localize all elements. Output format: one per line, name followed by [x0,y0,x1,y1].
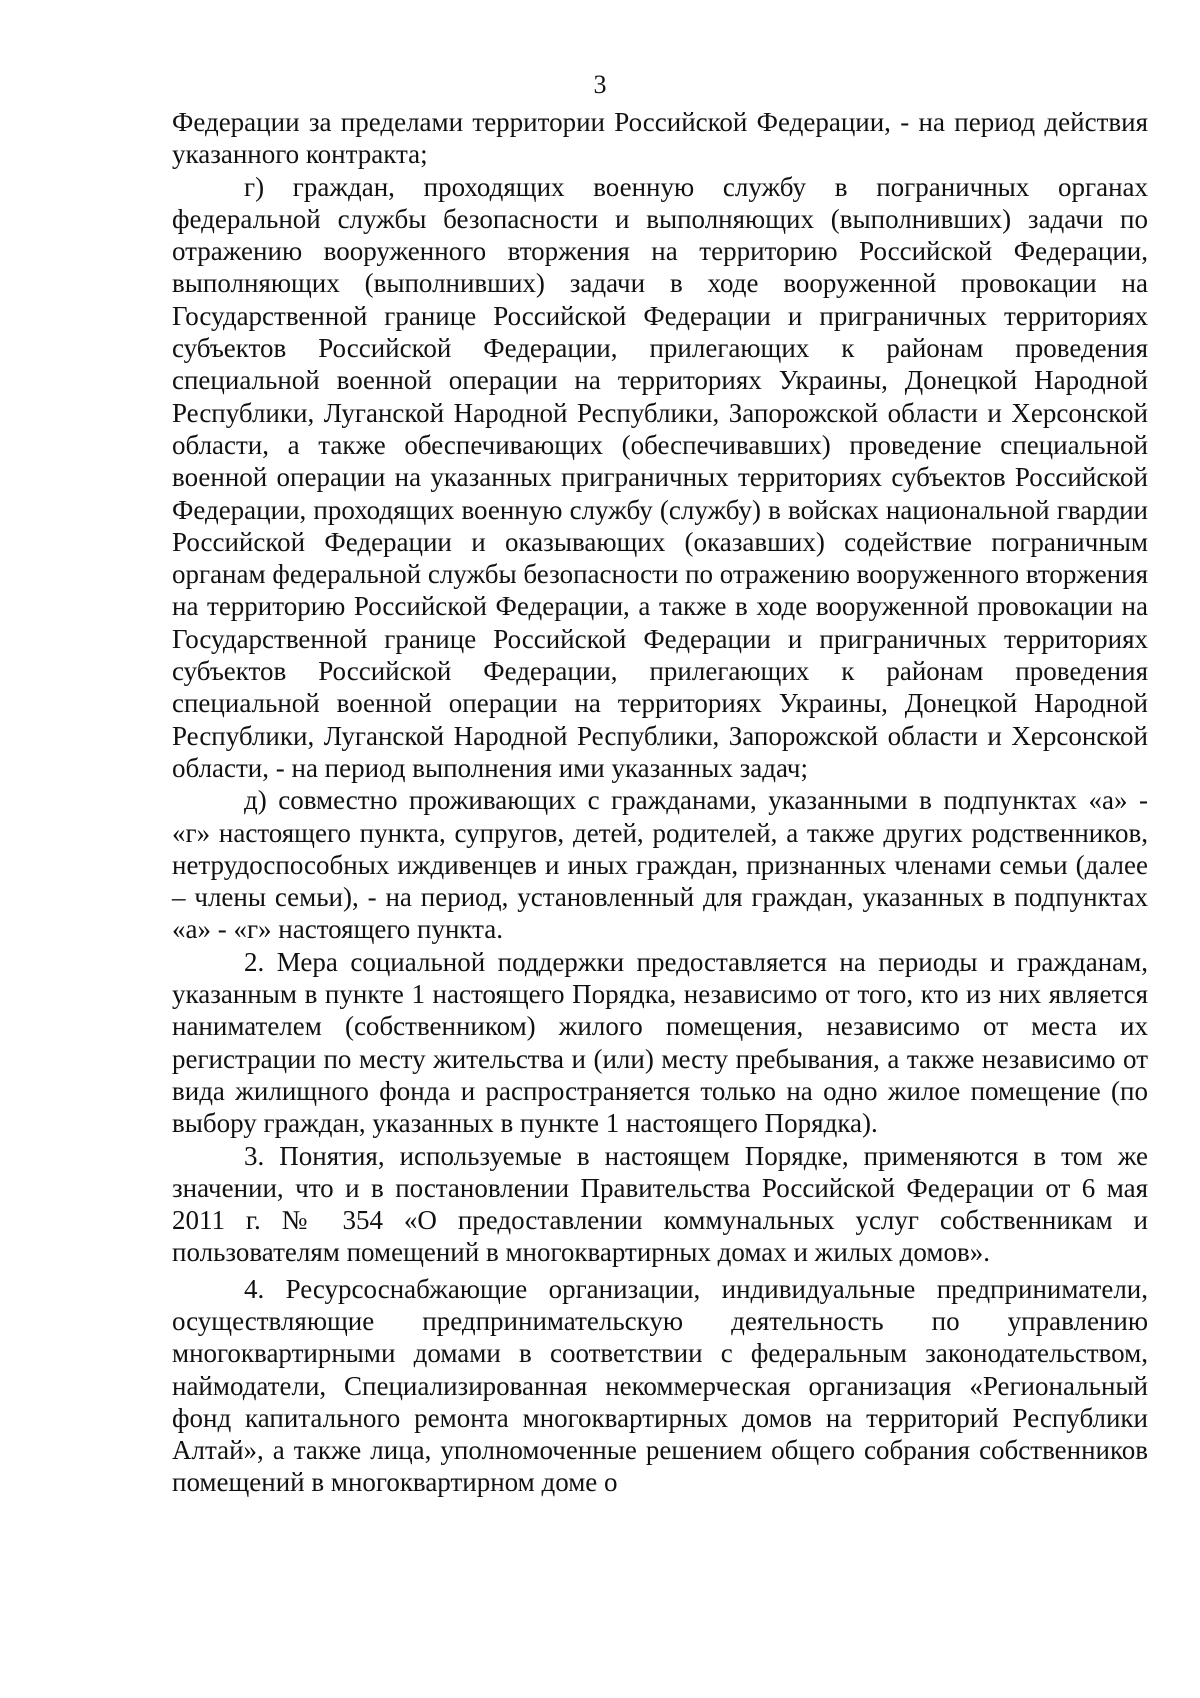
page-number: 3 [593,70,607,99]
paragraph-item-3: 3. Понятия, используемые в настоящем Порядке, применяются в том же значении, что и в постановлении Правительства Российской Федерации от 6 мая 2011 г. № 354 «О предоставлении коммунальных услуг собственникам и пользователям помещений в многоквартирных домах и жилых домов». [172,1140,1148,1268]
paragraph-subitem-d: д) совместно проживающих с гражданами, указанными в подпунктах «а» - «г» настоящего пункта, супругов, детей, родителей, а также других родственников, нетрудоспособных иждивенцев и иных граждан, признанных членами семьи (далее – члены семьи), - на период, установленный для граждан, указанных в подпунктах «а» - «г» настоящего пункта. [172,785,1148,945]
paragraph-subitem-g: г) граждан, проходящих военную службу в пограничных органах федеральной службы безопасности и выполняющих (выполнивших) задачи по отражению вооруженного вторжения на территорию Российской Федерации, выполняющих (выполнивших) задачи в ходе вооруженной провокации на Государственной границе Российской Федерации и приграничных территориях субъектов Российской Федерации, прилегающих к районам проведения специальной военной операции на территориях Украины, Донецкой Народной Республики, Луганской Народной Республики, Запорожской области и Херсонской области, а также обеспечивающих (обеспечивавших) проведение специальной военной операции на указанных приграничных территориях субъектов Российской Федерации, проходящих военную службу (службу) в войсках национальной гвардии Российской Федерации и оказывающих (оказавших) содействие пограничным органам федеральной службы безопасности по отражению вооруженного вторжения на территорию Российской Федерации, а также в ходе вооруженной провокации на Государственной границе Российской Федерации и приграничных территориях субъектов Российской Федерации, прилегающих к районам проведения специальной военной операции на территориях Украины, Донецкой Народной Республики, Луганской Народной Республики, Запорожской области и Херсонской области, - на период выполнения ими указанных задач; [172,171,1148,783]
paragraph-continuation: Федерации за пределами территории Российской Федерации, - на период действия указанного контракта; [172,107,1148,170]
paragraph-item-4: 4. Ресурсоснабжающие организации, индивидуальные предприниматели, осуществляющие предпринимательскую деятельность по управлению многоквартирными домами в соответствии с федеральным законодательством, наймодатели, Специализированная некоммерческая организация «Региональный фонд капитального ремонта многоквартирных домов на территорий Республики Алтай», а также лица, уполномоченные решением общего собрания собственников помещений в многоквартирном доме о [172,1273,1148,1498]
document-body [172,106,1148,1499]
paragraph-item-2: 2. Мера социальной поддержки предоставляется на периоды и гражданам, указанным в пункте 1 настоящего Порядка, независимо от того, кто из них является нанимателем (собственником) жилого помещения, независимо от места их регистрации по месту жительства и (или) месту пребывания, а также независимо от вида жилищного фонда и распространяется только на одно жилое помещение (по выбору граждан, указанных в пункте 1 настоящего Порядка). [172,946,1148,1139]
